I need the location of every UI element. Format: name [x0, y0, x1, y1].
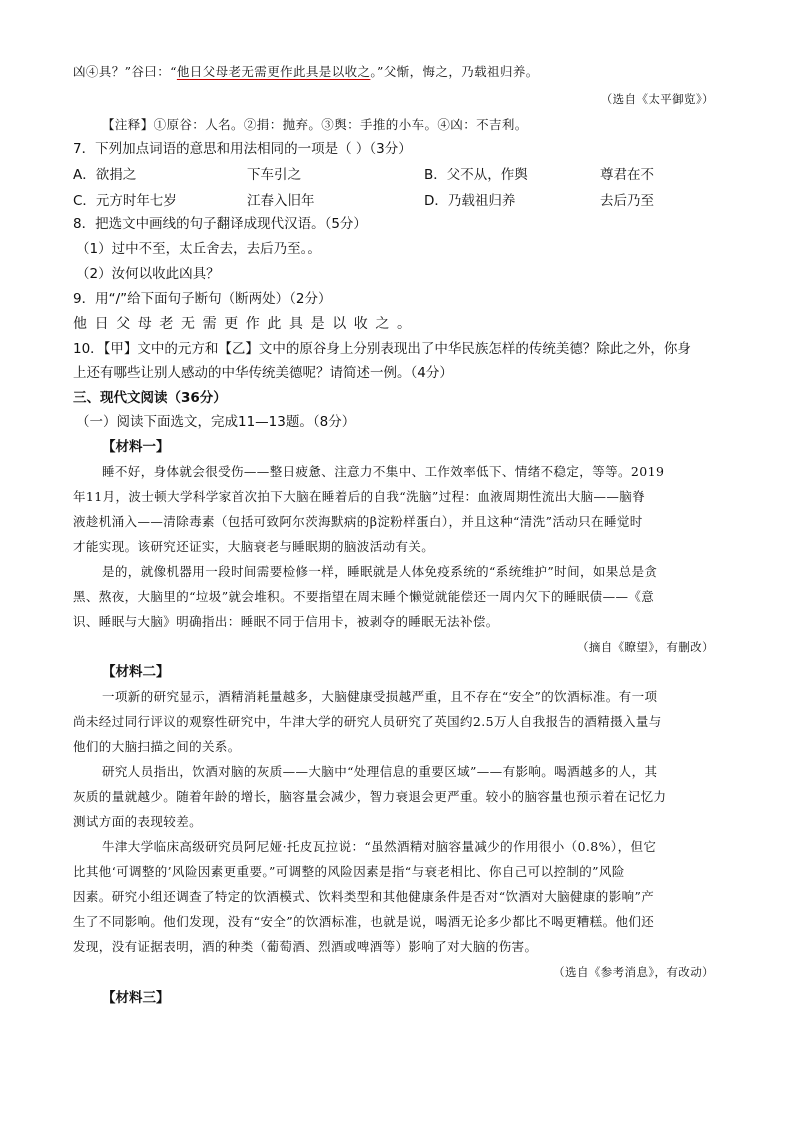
q7-option-c-pair: 江春入旧年 — [247, 193, 315, 209]
material-1-p2-l1: 是的，就像机器用一段时间需要检修一样，睡眠就是人体免疫系统的“系统维护”时间，如果总是贪 — [102, 564, 658, 579]
material-1-p1-l2: 年11月，波士顿大学科学家首次拍下大脑在睡着后的自我“洗脑”过程：血液周期性流出大脑——脑脊 — [73, 489, 646, 504]
q7-option-b: B．父不从，作舆 — [424, 167, 528, 183]
material-1-p2-l2: 黑、熬夜，大脑里的“垃圾”就会堆积。不要指望在周末睡个懒觉就能偿还一周内欠下的睡眠债——《意 — [73, 589, 655, 604]
q7-option-c: C．元方时年七岁 — [73, 193, 177, 209]
q7-option-b-pair: 尊君在不 — [600, 167, 654, 183]
passage-tail-line — [73, 62, 539, 82]
material-1-p1-l1: 睡不好，身体就会很受伤——整日疲惫、注意力不集中、工作效率低下、情绪不稳定，等等。2019 — [102, 464, 665, 479]
q7-option-a: A．欲捐之 — [73, 167, 137, 183]
q7-option-a-pair: 下车引之 — [247, 167, 301, 183]
q7-option-d-pair: 去后乃至 — [600, 193, 654, 209]
passage-source: （选自《太平御览》） — [600, 92, 714, 106]
material-1-p1-l4: 才能实现。该研究还证实，大脑衰老与睡眠期的脑波活动有关。 — [73, 539, 435, 554]
material-2-title: 【材料二】 — [102, 664, 170, 680]
passage-notes: 【注释】①原谷：人名。②捐：抛弃。③舆：手推的小车。④凶：不吉利。 — [102, 117, 528, 132]
material-2-source: （选自《参考消息》，有改动） — [553, 965, 714, 979]
q10-line-2: 上还有哪些让别人感动的中华传统美德呢？请简述一例。（4分） — [73, 365, 453, 381]
passage-tail-text-c: 。”父惭，悔之，乃载祖归养。 — [370, 64, 539, 79]
material-1-p1-l3: 液趁机涌入——清除毒素（包括可致阿尔茨海默病的β淀粉样蛋白），并且这种“清洗”活动只在睡觉时 — [73, 514, 643, 529]
q9-sentence: 他日父母老无需更作此具是以收之。 — [73, 316, 419, 332]
material-1-title: 【材料一】 — [102, 439, 170, 455]
material-2-p1-l2: 尚未经过同行评议的观察性研究中，牛津大学的研究人员研究了英国约2.5万人自我报告的酒精摄入量与 — [73, 714, 662, 729]
q9-stem: 9．用“/”给下面句子断句（断两处）（2分） — [73, 291, 332, 307]
q7-option-d: D．乃载祖归养 — [424, 193, 516, 209]
section-3-subtitle: （一）阅读下面选文，完成11—13题。（8分） — [76, 414, 356, 430]
material-2-p2-l3: 测试方面的表现较差。 — [73, 814, 203, 829]
q8-sentence-1: （1）过中不至，太丘舍去，去后乃至。。 — [76, 241, 321, 257]
material-2-p2-l1: 研究人员指出，饮酒对脑的灰质——大脑中“处理信息的重要区域”——有影响。喝酒越多的人，其 — [102, 764, 658, 779]
underlined-sentence: 他日父母老无需更作此具是以收之 — [176, 64, 371, 79]
material-2-p1-l3: 他们的大脑扫描之间的关系。 — [73, 739, 241, 754]
material-2-p3-l5: 发现，没有证据表明，酒的种类（葡萄酒、烈酒或啤酒等）影响了对大脑的伤害。 — [73, 939, 538, 954]
q7-stem: 7．下列加点词语的意思和用法相同的一项是（ ）（3分） — [73, 141, 412, 157]
q8-stem: 8．把选文中画线的句子翻译成现代汉语。（5分） — [73, 216, 367, 232]
material-2-p2-l2: 灰质的量就越少。随着年龄的增长，脑容量会减少，智力衰退会更严重。较小的脑容量也预示着在记忆力 — [73, 789, 667, 804]
material-2-p3-l3: 因素。研究小组还调查了特定的饮酒模式、饮料类型和其他健康条件是否对“饮酒对大脑健康的影响”产 — [73, 889, 655, 904]
q8-sentence-2: （2）汝何以收此凶具？ — [76, 266, 220, 282]
material-1-source: （摘自《瞭望》，有删改） — [576, 640, 714, 654]
passage-tail-text-a: 凶④具？”谷曰：“ — [73, 64, 177, 79]
material-3-title: 【材料三】 — [102, 990, 170, 1006]
material-1-p2-l3: 识、睡眠与大脑》明确指出：睡眠不同于信用卡，被剥夺的睡眠无法补偿。 — [73, 614, 499, 629]
material-2-p3-l1: 牛津大学临床高级研究员阿尼娅·托皮瓦拉说：“虽然酒精对脑容量减少的作用很小（0.8%），但它 — [102, 839, 657, 854]
section-3-title: 三、现代文阅读（36分） — [73, 390, 227, 406]
q10-line-1: 10．【甲】文中的元方和【乙】文中的原谷身上分别表现出了中华民族怎样的传统美德？除此之外，你身 — [73, 341, 691, 357]
material-2-p3-l4: 生了不同影响。他们发现，没有“安全”的饮酒标准，也就是说，喝酒无论多少都比不喝更糟糕。他们还 — [73, 914, 655, 929]
material-2-p1-l1: 一项新的研究显示，酒精消耗量越多，大脑健康受损越严重，且不存在“安全”的饮酒标准。有一项 — [102, 689, 658, 704]
material-2-p3-l2: 比其他‘可调整的’风险因素更重要。”可调整的风险因素是指“与衰老相比、你自己可以控制的”风险 — [73, 864, 625, 879]
